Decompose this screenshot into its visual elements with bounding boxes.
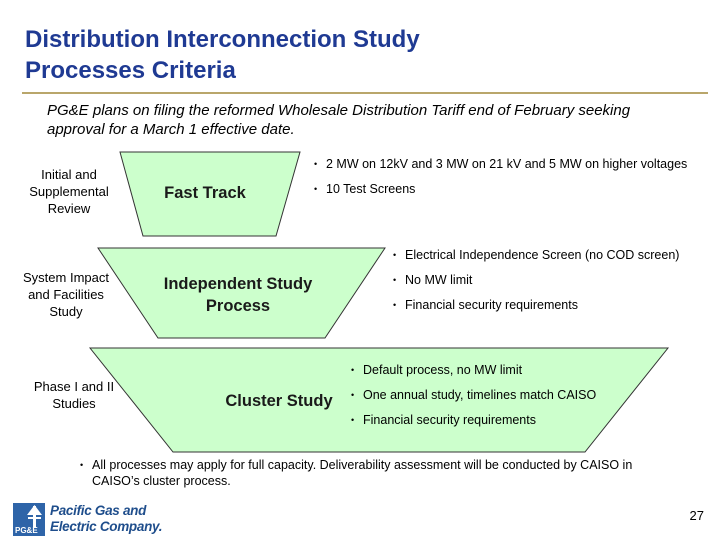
- pge-logo: [13, 503, 163, 536]
- bullet: • Electrical Independence Screen (no COD screen): [391, 248, 711, 263]
- bullet: • No MW limit: [391, 273, 711, 288]
- bullet: • One annual study, timelines match CAISO: [349, 388, 629, 403]
- logo-line-1: Pacific Gas and: [50, 503, 147, 518]
- stage-label-phase-studies: Phase I and II Studies: [33, 379, 115, 411]
- page-number: 27: [689, 508, 704, 523]
- pge-logo-mark-icon: [13, 503, 45, 536]
- logo-wordmark: [50, 503, 162, 535]
- bullet: • 10 Test Screens: [312, 182, 702, 197]
- process-cluster-study: Cluster Study: [225, 392, 333, 410]
- footnote-bullet: • All processes may apply for full capacity. Deliverability assessment will be conducted by CAISO in CAISO’s cluster process.: [78, 457, 652, 489]
- bullet: • 2 MW on 12kV and 3 MW on 21 kV and 5 MW on higher voltages: [312, 157, 702, 172]
- process-fast-track: Fast Track: [164, 184, 246, 202]
- logo-mark-text: PG&E: [15, 526, 38, 535]
- stage-2-bullets: [391, 248, 711, 323]
- process-independent-study: Independent Study Process: [163, 275, 313, 315]
- bullet: • Financial security requirements: [349, 413, 629, 428]
- bullet: • Financial security requirements: [391, 298, 711, 313]
- intro-text: PG&E plans on filing the reformed Wholesale Distribution Tariff end of February seeking approval for a March 1 effective date.: [47, 102, 631, 138]
- bullet: • Default process, no MW limit: [349, 363, 629, 378]
- stage-label-initial-review: Initial and Supplemental Review: [29, 167, 109, 216]
- title-line-2: Processes Criteria: [25, 57, 236, 84]
- logo-line-2: Electric Company.: [50, 519, 163, 534]
- stage-label-system-impact: System Impact and Facilities Study: [23, 270, 109, 319]
- stage-1-bullets: [312, 157, 702, 207]
- title-line-1: Distribution Interconnection Study: [25, 26, 420, 53]
- stage-3-bullets: [349, 363, 629, 438]
